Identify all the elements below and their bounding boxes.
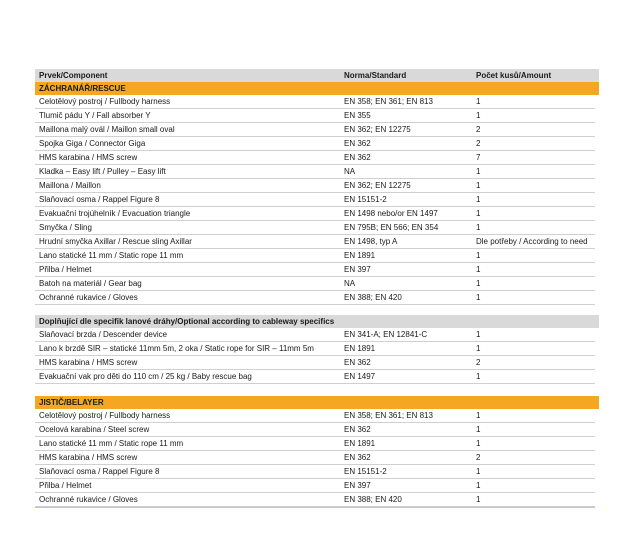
- standard-cell: EN 15151-2: [344, 467, 387, 476]
- section-title: Doplňující dle specifik lanové dráhy/Optional according to cableway specifics: [35, 315, 344, 328]
- header-amount: Počet kusů/Amount: [472, 69, 599, 82]
- standard-cell: EN 341-A; EN 12841-C: [344, 330, 428, 339]
- section-title: ZÁCHRANÁŘ/RESCUE: [35, 82, 344, 95]
- section-title: JISTIČ/BELAYER: [35, 396, 344, 409]
- amount-cell: 1: [476, 223, 481, 232]
- table-row: [35, 109, 595, 123]
- standard-cell: NA: [344, 167, 356, 176]
- standard-cell: EN 1891: [344, 251, 376, 260]
- component-cell: Slaňovací osma / Rappel Figure 8: [39, 467, 160, 476]
- component-cell: Přilba / Helmet: [39, 265, 92, 274]
- standard-cell: EN 397: [344, 265, 371, 274]
- standard-cell: EN 358; EN 361; EN 813: [344, 411, 433, 420]
- standard-cell: EN 1891: [344, 344, 376, 353]
- table-row: [35, 95, 595, 109]
- standard-cell: EN 1498 nebo/or EN 1497: [344, 209, 438, 218]
- amount-cell: Dle potřeby / According to need: [476, 237, 588, 246]
- standard-cell: EN 388; EN 420: [344, 495, 402, 504]
- amount-cell: 1: [476, 344, 481, 353]
- table-row: [35, 235, 595, 249]
- standard-cell: EN 362: [344, 358, 371, 367]
- table-row: [35, 165, 595, 179]
- component-cell: Ocelová karabina / Steel screw: [39, 425, 150, 434]
- amount-cell: 1: [476, 495, 481, 504]
- amount-cell: 1: [476, 467, 481, 476]
- section-optional-rows: [35, 328, 595, 384]
- section-rescue-header: [35, 82, 595, 95]
- component-cell: Lano statické 11 mm / Static rope 11 mm: [39, 439, 184, 448]
- table-row: [35, 451, 595, 465]
- amount-cell: 1: [476, 195, 481, 204]
- amount-cell: 2: [476, 358, 481, 367]
- table-row: [35, 479, 595, 493]
- table-row: [35, 193, 595, 207]
- table-row: [35, 409, 595, 423]
- header-component: Prvek/Component: [35, 69, 344, 82]
- standard-cell: EN 362: [344, 425, 371, 434]
- component-cell: Ochranné rukavice / Gloves: [39, 495, 138, 504]
- standard-cell: EN 362: [344, 453, 371, 462]
- standard-cell: EN 1497: [344, 372, 376, 381]
- component-cell: Tlumič pádu Y / Fall absorber Y: [39, 111, 151, 120]
- amount-cell: 2: [476, 453, 481, 462]
- table-row: [35, 263, 595, 277]
- component-cell: Slaňovací brzda / Descender device: [39, 330, 168, 339]
- amount-cell: 1: [476, 251, 481, 260]
- table-header: [35, 69, 595, 82]
- amount-cell: 1: [476, 330, 481, 339]
- component-cell: Maillona / Maillon: [39, 181, 101, 190]
- amount-cell: 1: [476, 279, 481, 288]
- table-row: [35, 179, 595, 193]
- amount-cell: 1: [476, 293, 481, 302]
- standard-cell: NA: [344, 279, 356, 288]
- table-row: [35, 437, 595, 451]
- amount-cell: 1: [476, 111, 481, 120]
- component-cell: Slaňovací osma / Rappel Figure 8: [39, 195, 160, 204]
- table-row: [35, 291, 595, 305]
- section-belayer-header: [35, 396, 595, 409]
- component-cell: Přilba / Helmet: [39, 481, 92, 490]
- table-row: [35, 423, 595, 437]
- standard-cell: EN 15151-2: [344, 195, 387, 204]
- table-row: [35, 137, 595, 151]
- table-row: [35, 221, 595, 235]
- table-row: [35, 277, 595, 291]
- standard-cell: EN 388; EN 420: [344, 293, 402, 302]
- section-belayer-rows: [35, 409, 595, 507]
- amount-cell: 1: [476, 439, 481, 448]
- standard-cell: EN 1891: [344, 439, 376, 448]
- table-row: [35, 465, 595, 479]
- component-cell: Celotělový postroj / Fullbody harness: [39, 97, 171, 106]
- component-cell: Hrudní smyčka Axillar / Rescue sling Axillar: [39, 237, 192, 246]
- component-cell: Lano statické 11 mm / Static rope 11 mm: [39, 251, 184, 260]
- amount-cell: 1: [476, 425, 481, 434]
- table-row: [35, 123, 595, 137]
- amount-cell: 1: [476, 181, 481, 190]
- table-row: [35, 493, 595, 507]
- standard-cell: EN 362: [344, 139, 371, 148]
- amount-cell: 1: [476, 411, 481, 420]
- header-standard: Norma/Standard: [340, 69, 477, 82]
- component-cell: Spojka Giga / Connector Giga: [39, 139, 146, 148]
- component-cell: Ochranné rukavice / Gloves: [39, 293, 138, 302]
- amount-cell: 7: [476, 153, 481, 162]
- table-row: [35, 151, 595, 165]
- table-row: [35, 249, 595, 263]
- standard-cell: EN 397: [344, 481, 371, 490]
- component-cell: Batoh na materiál / Gear bag: [39, 279, 142, 288]
- table-row: [35, 328, 595, 342]
- section-optional-header: [35, 315, 595, 328]
- amount-cell: 2: [476, 139, 481, 148]
- amount-cell: 2: [476, 125, 481, 134]
- table-row: [35, 356, 595, 370]
- table-row: [35, 370, 595, 384]
- component-cell: Kladka – Easy lift / Pulley – Easy lift: [39, 167, 166, 176]
- component-cell: HMS karabina / HMS screw: [39, 358, 138, 367]
- standard-cell: EN 355: [344, 111, 371, 120]
- component-cell: HMS karabina / HMS screw: [39, 453, 138, 462]
- amount-cell: 1: [476, 167, 481, 176]
- table-bottom-rule: [35, 507, 595, 508]
- component-cell: Maillona malý ovál / Maillon small oval: [39, 125, 175, 134]
- component-cell: Evakuační trojúhelník / Evacuation triangle: [39, 209, 191, 218]
- standard-cell: EN 358; EN 361; EN 813: [344, 97, 433, 106]
- standard-cell: EN 795B; EN 566; EN 354: [344, 223, 439, 232]
- amount-cell: 1: [476, 265, 481, 274]
- component-cell: Smyčka / Sling: [39, 223, 92, 232]
- equipment-table: [35, 69, 595, 508]
- standard-cell: EN 362: [344, 153, 371, 162]
- component-cell: Lano k brzdě SIR – statické 11mm 5m, 2 oka / Static rope for SIR – 11mm 5m: [39, 344, 314, 353]
- component-cell: Celotělový postroj / Fullbody harness: [39, 411, 171, 420]
- amount-cell: 1: [476, 372, 481, 381]
- table-row: [35, 342, 595, 356]
- section-rescue-rows: [35, 95, 595, 305]
- standard-cell: EN 362; EN 12275: [344, 125, 411, 134]
- standard-cell: EN 362; EN 12275: [344, 181, 411, 190]
- standard-cell: EN 1498, typ A: [344, 237, 398, 246]
- amount-cell: 1: [476, 97, 481, 106]
- amount-cell: 1: [476, 481, 481, 490]
- table-row: [35, 207, 595, 221]
- component-cell: Evakuační vak pro děti do 110 cm / 25 kg / Baby rescue bag: [39, 372, 252, 381]
- amount-cell: 1: [476, 209, 481, 218]
- component-cell: HMS karabina / HMS screw: [39, 153, 138, 162]
